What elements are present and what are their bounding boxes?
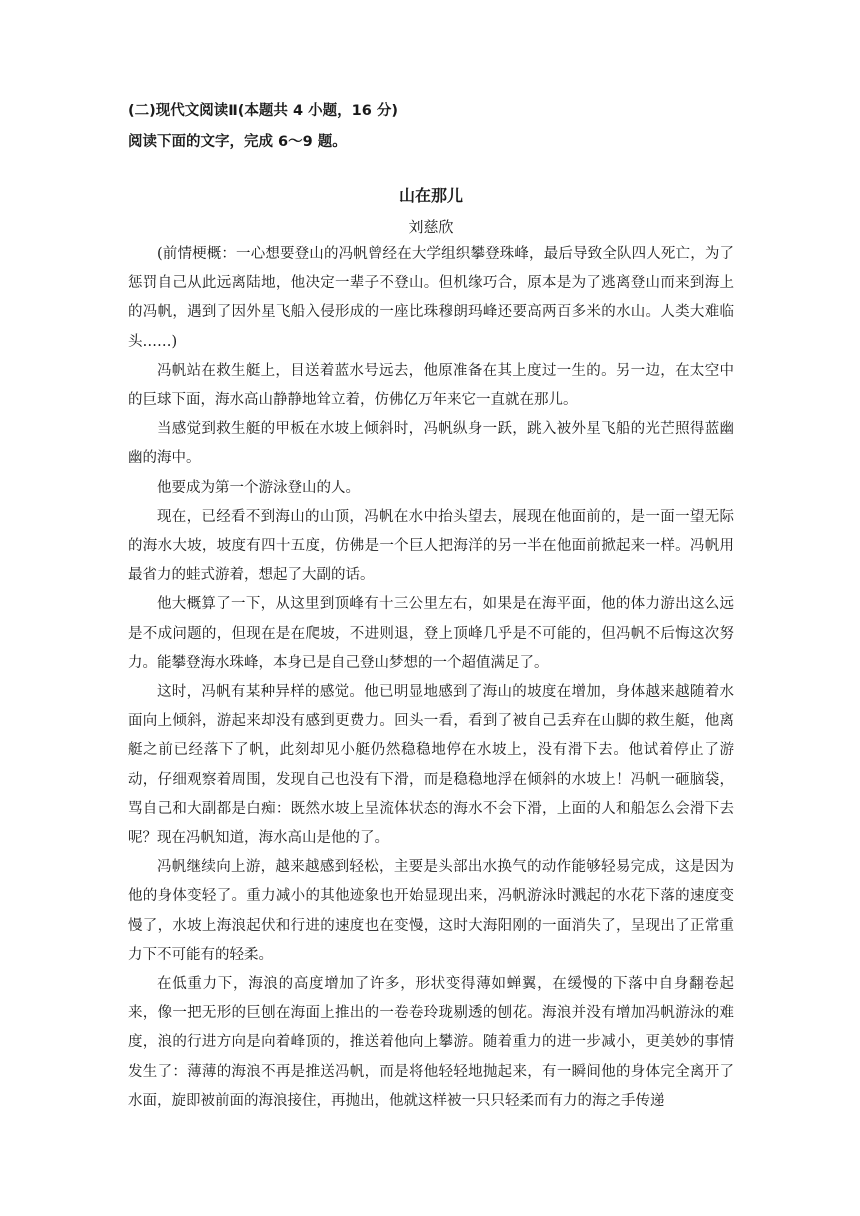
section-heading: (二)现代文阅读Ⅱ(本题共 4 小题，16 分) xyxy=(128,103,398,119)
paragraph: 冯帆站在救生艇上，目送着蓝水号远去，他原准备在其上度过一生的。另一边，在太空中的巨球下面，海水高山静静地耸立着，仿佛亿万年来它一直就在那儿。 xyxy=(128,362,734,409)
article-title: 山在那儿 xyxy=(398,186,463,205)
article-author: 刘慈欣 xyxy=(408,218,454,236)
article-body xyxy=(128,240,734,1116)
paragraph: 当感觉到救生艇的甲板在水坡上倾斜时，冯帆纵身一跃，跳入被外星飞船的光芒照得蓝幽幽的海中。 xyxy=(128,421,734,467)
paragraph: 这时，冯帆有某种异样的感觉。他已明显地感到了海山的坡度在增加，身体越来越随着水面向上倾斜，游起来却没有感到更费力。回头一看，看到了被自己丢弃在山脚的救生艇，他离艇之前已经落下了帆，此刻却见小艇仍然稳稳地停在水坡上，没有滑下去。他试着停止了游动，仔细观察着周围，发现自己也没有下滑，而是稳稳地浮在倾斜的水坡上！冯帆一砸脑袋，骂自己和大副都是白痴：既然水坡上呈流体状态的海水不会下滑，上面的人和船怎么会滑下去呢？现在冯帆知道，海水高山是他的了。 xyxy=(128,684,734,847)
document-page xyxy=(128,99,734,1116)
paragraph-synopsis: (前情梗概：一心想要登山的冯帆曾经在大学组织攀登珠峰，最后导致全队四人死亡，为了惩罚自己从此远离陆地，他决定一辈子不登山。但机缘巧合，原本是为了逃离登山而来到海上的冯帆，遇到了因外星飞船入侵形成的一座比珠穆朗玛峰还要高两百多米的水山。人类大难临头……) xyxy=(128,246,734,350)
paragraph: 他要成为第一个游泳登山的人。 xyxy=(157,479,360,496)
paragraph: 在低重力下，海浪的高度增加了许多，形状变得薄如蝉翼，在缓慢的下落中自身翻卷起来，像一把无形的巨刨在海面上推出的一卷卷玲珑剔透的刨花。海浪并没有增加冯帆游泳的难度，浪的行进方向是向着峰顶的，推送着他向上攀游。随着重力的进一步减小，更美妙的事情发生了：薄薄的海浪不再是推送冯帆，而是将他轻轻地抛起来，有一瞬间他的身体完全离开了水面，旋即被前面的海浪接住，再抛出，他就这样被一只只轻柔而有力的海之手传递 xyxy=(128,976,734,1109)
question-instruction: 阅读下面的文字，完成 6～9 题。 xyxy=(128,134,347,150)
paragraph: 冯帆继续向上游，越来越感到轻松，主要是头部出水换气的动作能够轻易完成，这是因为他的身体变轻了。重力减小的其他迹象也开始显现出来，冯帆游泳时溅起的水花下落的速度变慢了，水坡上海浪起伏和行进的速度也在变慢，这时大海阳刚的一面消失了，呈现出了正常重力下不可能有的轻柔。 xyxy=(128,859,734,963)
paragraph: 他大概算了一下，从这里到顶峰有十三公里左右，如果是在海平面，他的体力游出这么远是不成问题的，但现在是在爬坡，不进则退，登上顶峰几乎是不可能的，但冯帆不后悔这次努力。能攀登海水珠峰，本身已是自己登山梦想的一个超值满足了。 xyxy=(128,596,734,671)
paragraph: 现在，已经看不到海山的山顶，冯帆在水中抬头望去，展现在他面前的，是一面一望无际的海水大坡，坡度有四十五度，仿佛是一个巨人把海洋的另一半在他面前掀起来一样。冯帆用最省力的蛙式游着，想起了大副的话。 xyxy=(128,508,734,584)
